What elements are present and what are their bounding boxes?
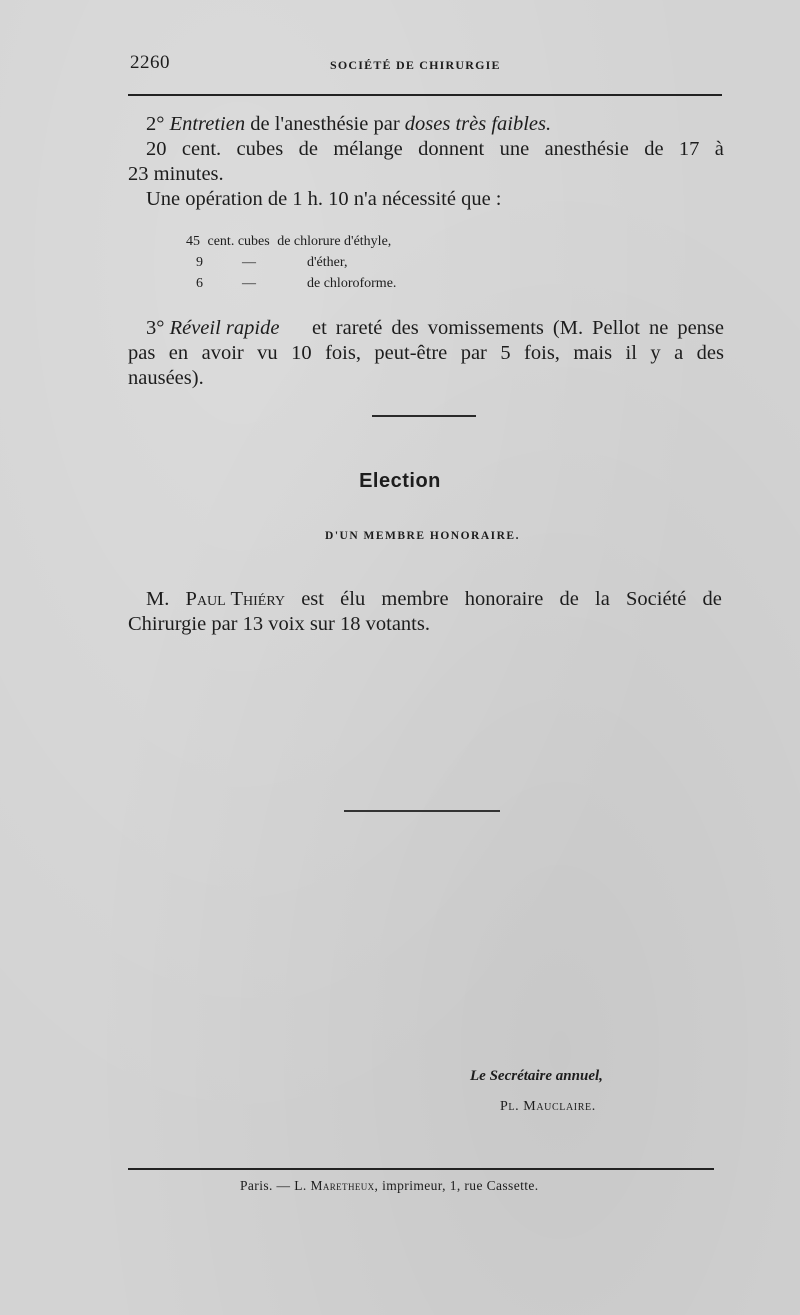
election-line1 (146, 587, 722, 612)
word: M. (146, 588, 170, 610)
list-quantity: 9 (196, 255, 203, 270)
election-heading: Election (359, 470, 441, 492)
word: 10 (291, 342, 312, 364)
word: il (625, 342, 637, 364)
section2-line1 (146, 112, 551, 137)
end-divider (344, 810, 500, 812)
list-substance: de chlorure d'éthyle, (277, 234, 392, 249)
section2-line4: Une opération de 1 h. 10 n'a nécessité que : (146, 188, 502, 210)
section2-number: 2° (146, 113, 165, 135)
word: pas (128, 342, 156, 364)
section2-term2: doses très faibles. (404, 113, 552, 135)
word: ne (648, 317, 669, 339)
header-rule (128, 94, 722, 96)
list-quantity: 45 (186, 234, 200, 249)
list-item (196, 273, 203, 294)
section-divider (372, 415, 476, 417)
section3-number: 3° (146, 317, 165, 339)
word: et (311, 317, 327, 339)
section3-line3: nausées). (128, 367, 204, 389)
word: des (391, 317, 419, 339)
list-item (196, 252, 203, 273)
word: mélange (333, 138, 403, 160)
signature-name: Pl. Mauclaire. (500, 1099, 596, 1114)
word: rareté (335, 317, 383, 339)
word: de (702, 588, 722, 610)
section3-line1 (146, 316, 724, 341)
word: Société (626, 588, 687, 610)
word: 5 (500, 342, 511, 364)
word: vu (257, 342, 278, 364)
section2-line3: 23 minutes. (128, 163, 224, 185)
word: de (644, 138, 664, 160)
section2-term: Entretien (169, 113, 246, 135)
word: 20 (146, 138, 167, 160)
word: des (696, 342, 724, 364)
word: fois, (325, 342, 361, 364)
word: anesthésie (544, 138, 629, 160)
section3-line2 (128, 341, 724, 366)
section3-term: Réveil rapide (169, 317, 280, 339)
word: donnent (418, 138, 485, 160)
list-ditto: — (242, 255, 256, 270)
page-number: 2260 (130, 52, 170, 73)
word: à (714, 138, 724, 160)
word: en (168, 342, 189, 364)
member-name: Paul Thiéry (185, 588, 285, 610)
word: cent. (181, 138, 222, 160)
section2-line2 (146, 137, 724, 162)
footer-printer: Maretheux (310, 1178, 375, 1193)
list-ditto: — (242, 276, 256, 291)
section2-text: de l'anesthésie par (250, 113, 400, 135)
election-line2: Chirurgie par 13 voix sur 18 votants. (128, 613, 430, 635)
word: de (559, 588, 579, 610)
word: membre (381, 588, 449, 610)
word: honoraire (464, 588, 544, 610)
word: peut-être (374, 342, 448, 364)
word: avoir (201, 342, 244, 364)
word: fois, (524, 342, 560, 364)
footer-rule (128, 1168, 714, 1170)
word: mais (573, 342, 613, 364)
word: par (460, 342, 487, 364)
list-substance: de chloroforme. (307, 276, 397, 291)
footer-address: , imprimeur, 1, rue Cassette. (374, 1178, 539, 1193)
word: a (674, 342, 684, 364)
word: la (595, 588, 610, 610)
word: Pellot (592, 317, 640, 339)
printer-footer (240, 1178, 539, 1194)
word: pense (677, 317, 724, 339)
election-subheading: D'UN MEMBRE HONORAIRE. (325, 530, 520, 542)
word: élu (340, 588, 366, 610)
word: vomissements (427, 317, 544, 339)
list-quantity: 6 (196, 276, 203, 291)
word: y (650, 342, 661, 364)
footer-text: Paris. — L. (240, 1178, 307, 1193)
list-substance: d'éther, (307, 255, 348, 270)
signature-role: Le Secrétaire annuel, (470, 1068, 603, 1084)
word: de (298, 138, 318, 160)
list-item (186, 231, 391, 252)
word: cubes (236, 138, 284, 160)
running-title: SOCIÉTÉ DE CHIRURGIE (330, 58, 501, 72)
word: 17 (678, 138, 700, 160)
word: est (301, 588, 324, 610)
list-unit: cent. cubes (207, 234, 270, 249)
word: (M. (552, 317, 584, 339)
word: une (499, 138, 530, 160)
